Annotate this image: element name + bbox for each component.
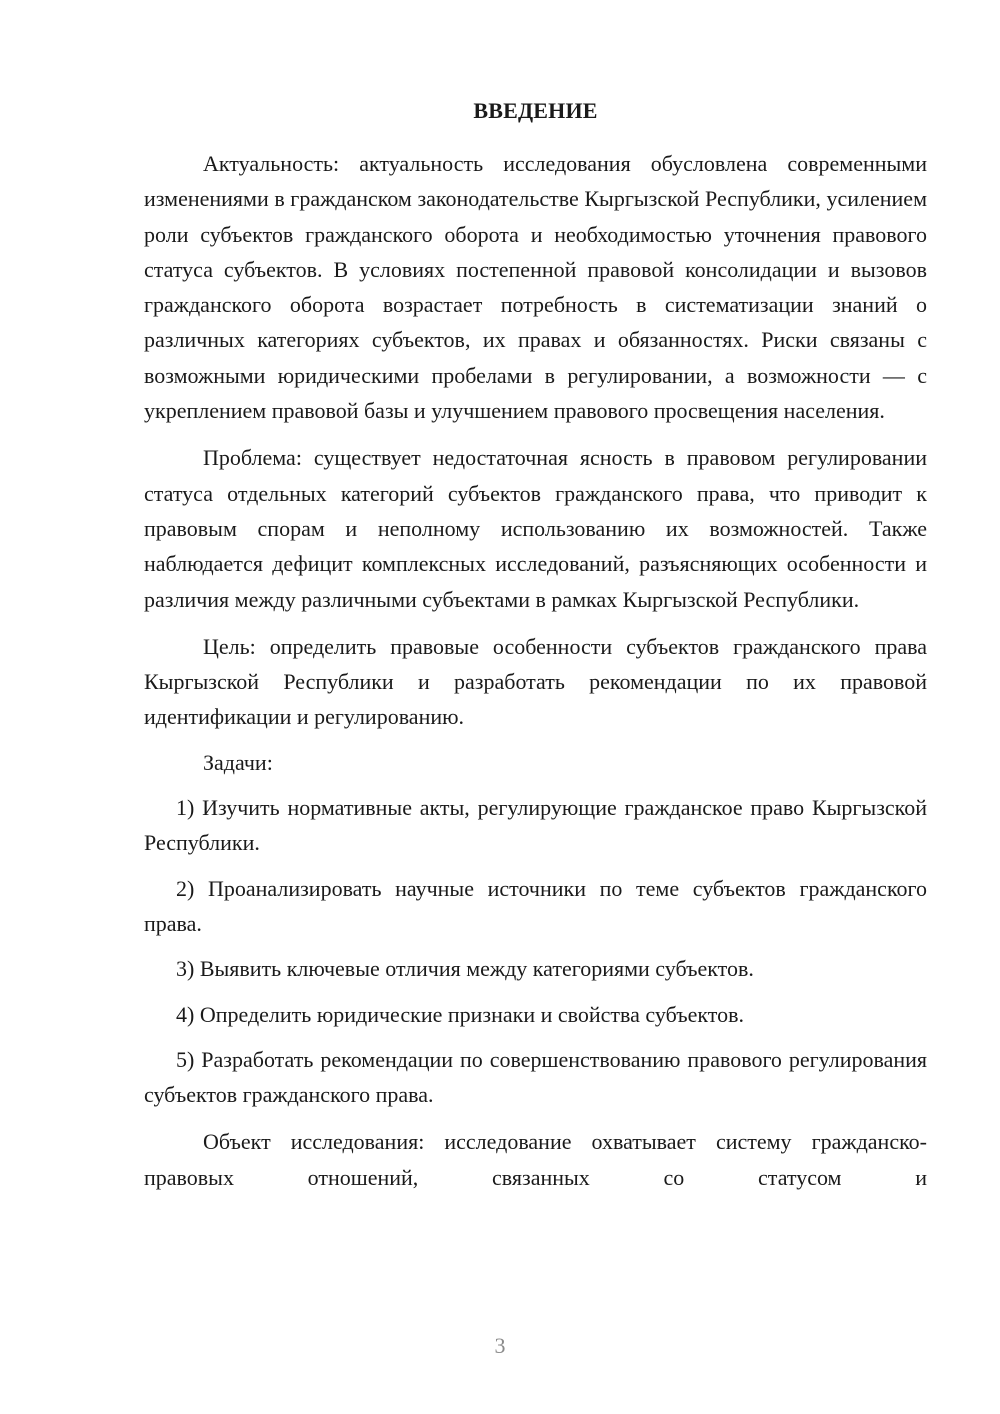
- task-item-3: 3) Выявить ключевые отличия между категориями субъектов.: [176, 956, 754, 982]
- relevance-paragraph: Актуальность: актуальность исследования обусловлена современными изменениями в гражданском законодательстве Кыргызской Республики, усилением роли субъектов гражданского оборота и необходимостью уточнения правового статуса субъектов. В условиях постепенной правовой консолидации и вызовов гражданского оборота возрастает потребность в систематизации знаний о различных категориях субъектов, их правах и обязанностях. Риски связаны с возможными юридическими пробелами в регулировании, а возможности — с укреплением правовой базы и улучшением правового просвещения населения.: [144, 151, 927, 424]
- problem-paragraph: Проблема: существует недостаточная ясность в правовом регулировании статуса отдельных категорий субъектов гражданского права, что приводит к правовым спорам и неполному использованию их возможностей. Также наблюдается дефицит комплексных исследований, разъясняющих особенности и различия между различными субъектами в рамках Кыргызской Республики.: [144, 445, 927, 612]
- goal-paragraph: Цель: определить правовые особенности субъектов гражданского права Кыргызской Республики и разработать рекомендации по их правовой идентификации и регулированию.: [144, 633, 927, 730]
- task-item-5: 5) Разработать рекомендации по совершенствованию правового регулирования субъектов гражданского права.: [144, 1046, 927, 1108]
- section-heading: ВВЕДЕНИЕ: [473, 98, 598, 123]
- page-number: 3: [494, 1333, 506, 1358]
- task-item-2: 2) Проанализировать научные источники по теме субъектов гражданского права.: [144, 875, 927, 936]
- tasks-heading: Задачи:: [203, 749, 273, 775]
- document-page: [144, 96, 927, 1195]
- object-paragraph: Объект исследования: исследование охватывает систему гражданско-правовых отношений, связанных со статусом и: [144, 1129, 927, 1190]
- task-item-4: 4) Определить юридические признаки и свойства субъектов.: [176, 1001, 744, 1027]
- task-item-1: 1) Изучить нормативные акты, регулирующие гражданское право Кыргызской Республики.: [144, 795, 927, 856]
